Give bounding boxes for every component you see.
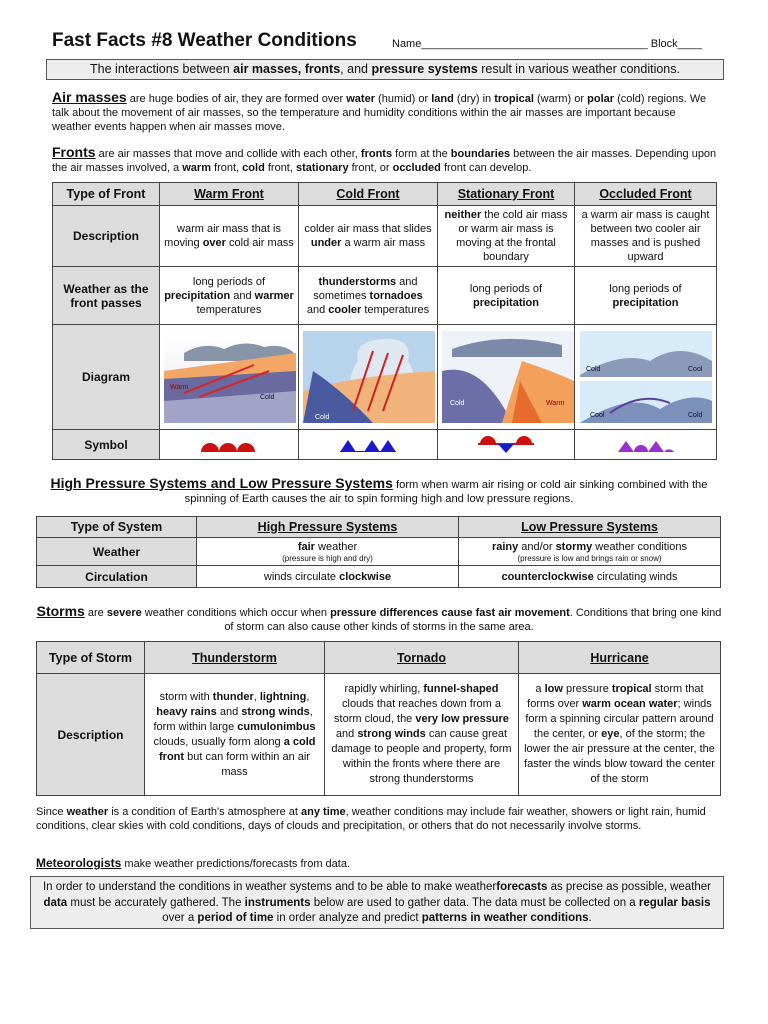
occluded-front-diagram	[575, 325, 717, 430]
pressure-table	[36, 516, 721, 588]
warm-front-weather: long periods of precipitation and warmer temperatures	[160, 267, 299, 325]
cold-front-header: Cold Front	[299, 183, 438, 206]
tornado-description: rapidly whirling, funnel-shaped clouds that reaches down from a storm cloud, the very low pressure and strong winds can cause great damage to people and property, form within the fronts where there are strong thunderstorms	[325, 674, 519, 796]
occluded-front-diagram-image	[580, 331, 712, 423]
stationary-front-header: Stationary Front	[438, 183, 575, 206]
svg-text:Cold: Cold	[260, 394, 275, 401]
air-masses-paragraph: Air masses are huge bodies of air, they are formed over water (humid) or land (dry) in tropical (warm) or polar (cold) regions. We talk about the movement of air masses, so the temperature and humidity conditions within the air masses are important because weather events happen when air masses move.	[52, 89, 707, 133]
weather-row-label: Weather as the front passes	[53, 267, 160, 325]
svg-text:Cool: Cool	[687, 366, 702, 373]
stationary-front-weather: long periods of precipitation	[438, 267, 575, 325]
warm-front-header: Warm Front	[160, 183, 299, 206]
warm-front-diagram	[160, 325, 299, 430]
high-pressure-weather: fair weather (pressure is high and dry)	[197, 538, 459, 566]
tornado-header: Tornado	[325, 642, 519, 674]
hurricane-header: Hurricane	[519, 642, 721, 674]
cold-front-symbol	[299, 430, 438, 460]
diagram-row-label: Diagram	[53, 325, 160, 430]
hurricane-description: a low pressure tropical storm that forms over warm ocean water; winds form a spinning circular pattern around the center, or eye, of the storm; the lower the air pressure at the center, the faster the winds blow toward the center of the storm	[519, 674, 721, 796]
storm-table	[36, 641, 721, 796]
cold-front-description: colder air mass that slides under a warm air mass	[299, 206, 438, 267]
data-collection-box: In order to understand the conditions in weather systems and to be able to make weatherforecasts as precise as possible, weather data must be accurately gathered. The instruments below are used to gather data. The data must be collected on a regular basis over a period of time in order analyze and predict patterns in weather conditions.	[30, 876, 724, 929]
description-row-label: Description	[53, 206, 160, 267]
svg-text:Warm: Warm	[170, 384, 189, 391]
symbol-row-label: Symbol	[53, 430, 160, 460]
svg-text:Cold: Cold	[585, 366, 600, 373]
svg-text:Warm: Warm	[546, 400, 565, 407]
stationary-front-diagram	[438, 325, 575, 430]
svg-text:Cold: Cold	[687, 412, 702, 419]
svg-text:Cold: Cold	[315, 414, 330, 421]
warm-front-description: warm air mass that is moving over cold air mass	[160, 206, 299, 267]
cold-front-diagram	[299, 325, 438, 430]
occluded-front-header: Occluded Front	[575, 183, 717, 206]
storms-paragraph: Storms are severe weather conditions which occur when pressure differences cause fast air movement. Conditions that bring one kind of storm can also cause other kinds of storms in the same area.	[36, 603, 722, 633]
low-pressure-header: Low Pressure Systems	[459, 517, 721, 538]
pressure-corner-header: Type of System	[37, 517, 197, 538]
warm-front-symbol	[160, 430, 299, 460]
pressure-circulation-label: Circulation	[37, 566, 197, 588]
occluded-front-description: a warm air mass is caught between two cooler air masses and is pushed upward	[575, 206, 717, 267]
pressure-weather-label: Weather	[37, 538, 197, 566]
intro-box: The interactions between air masses, fronts, and pressure systems result in various weather conditions.	[46, 59, 724, 80]
stationary-front-symbol	[438, 430, 575, 460]
low-pressure-circulation: counterclockwise circulating winds	[459, 566, 721, 588]
fronts-corner-header: Type of Front	[53, 183, 160, 206]
storm-corner-header: Type of Storm	[37, 642, 145, 674]
svg-text:Cold: Cold	[450, 400, 465, 407]
occluded-front-symbol	[575, 430, 717, 460]
fronts-table	[52, 182, 717, 460]
low-pressure-weather: rainy and/or stormy weather conditions (pressure is low and brings rain or snow)	[459, 538, 721, 566]
name-block-field[interactable]: Name_____________________________________ Block____	[392, 38, 703, 50]
stationary-front-description: neither the cold air mass or warm air mass is moving at the frontal boundary	[438, 206, 575, 267]
high-pressure-circulation: winds circulate clockwise	[197, 566, 459, 588]
fronts-paragraph: Fronts are air masses that move and collide with each other, fronts form at the boundaries between the air masses. Depending upon the air masses involved, a warm front, cold front, stationary front, or occluded front can develop.	[52, 144, 717, 174]
warm-front-diagram-image	[164, 331, 296, 423]
pressure-paragraph: High Pressure Systems and Low Pressure Systems form when warm air rising or cold air sinking combined with the spinning of Earth causes the air to spin forming high and low pressure regions.	[50, 475, 708, 505]
occluded-front-weather: long periods of precipitation	[575, 267, 717, 325]
cold-front-diagram-image	[303, 331, 435, 423]
thunderstorm-header: Thunderstorm	[145, 642, 325, 674]
thunderstorm-description: storm with thunder, lightning, heavy rains and strong winds, form within large cumulonimbus clouds, usually form along a cold front but can form within an air mass	[145, 674, 325, 796]
stationary-front-diagram-image	[442, 331, 574, 423]
storm-description-label: Description	[37, 674, 145, 796]
high-pressure-header: High Pressure Systems	[197, 517, 459, 538]
page-title: Fast Facts #8 Weather Conditions	[52, 30, 357, 51]
meteorologists-paragraph: Meteorologists make weather predictions/forecasts from data.	[36, 856, 351, 870]
svg-text:Cool: Cool	[589, 412, 604, 419]
since-weather-paragraph: Since weather is a condition of Earth's atmosphere at any time, weather conditions may include fair weather, showers or light rain, humid conditions, clear skies with cold conditions, days of clouds and precipitation, or others that do not necessarily involve storms.	[36, 806, 706, 832]
cold-front-weather: thunderstorms and sometimes tornadoes and cooler temperatures	[299, 267, 438, 325]
